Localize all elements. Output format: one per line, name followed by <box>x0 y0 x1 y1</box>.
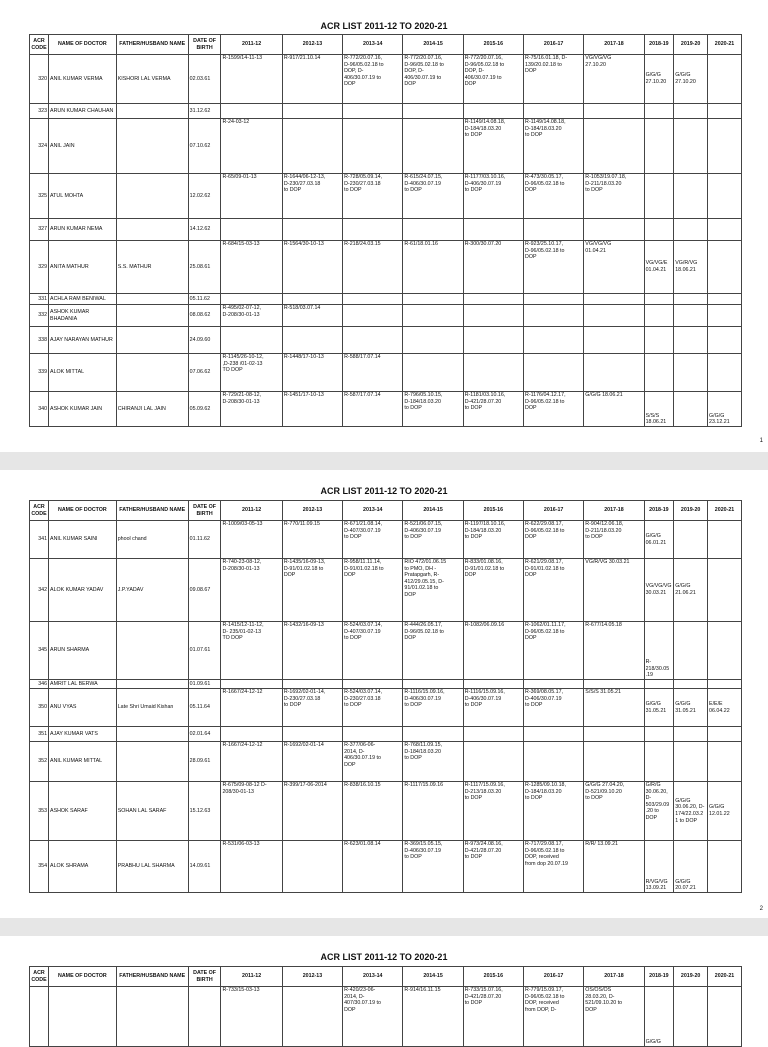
acr-2013-14: R-524/03.07.14, D-230/27.03.18 to DOP <box>344 689 383 709</box>
table-row <box>30 689 742 727</box>
acr-2017-18: G/G/G 27.04.20, D-521/09.10.20 to DOP <box>585 782 625 802</box>
acr-2014-15: R-914/16.11.15 <box>404 987 441 993</box>
acr-code: 351 <box>30 727 49 742</box>
acr-2011-12: R-733/15-03-13 <box>222 987 260 993</box>
acr-2015-16: R-300/30.07.20 <box>464 241 502 247</box>
table-row <box>30 104 742 119</box>
header-2012-13: 2012-13 <box>282 501 342 521</box>
acr-2017-18: R-904/12.06.18, D-211/18.03.20 to DOP <box>585 521 624 541</box>
doctor-name: ALOK MITTAL <box>49 354 117 392</box>
acr-2017-18: R/R/ 13.09.21 <box>585 841 618 847</box>
acr-2011-12: R-729/21-08-12, D-208/30-01-13 <box>222 392 262 405</box>
header-2019-20: 2019-20 <box>674 35 708 55</box>
date-of-birth: 05.09.62 <box>188 392 221 427</box>
acr-2013-14: R-587/17.07.14 <box>344 392 381 398</box>
header-2014-15: 2014-15 <box>403 501 463 521</box>
acr-code: 332 <box>30 305 49 327</box>
acr-2018-19: G/G/G 31.05.21 <box>645 700 667 714</box>
header-2019-20: 2019-20 <box>674 967 708 987</box>
acr-2014-15: R-1117/15.09.16 <box>404 782 444 788</box>
doctor-name: ASHOK KUMAR JAIN <box>49 392 117 427</box>
acr-2013-14: R-958/11.11.14, D-91/01.02.18 to DOP <box>344 559 384 579</box>
acr-2014-15: R-1116/15.09.16, D-406/30.07.19 to DOP <box>404 689 445 709</box>
acr-2012-13: R-1692/02-01-14 <box>283 742 324 748</box>
header-2015-16: 2015-16 <box>463 501 523 521</box>
acr-2011-12: R-531/06-03-13 <box>222 841 260 847</box>
table-row <box>30 782 742 841</box>
header-2013-14: 2013-14 <box>343 501 403 521</box>
acr-2015-16: R-1177/03.10.16, D-406/30.07.19 to DOP <box>464 174 506 194</box>
header-2019-20: 2019-20 <box>674 501 708 521</box>
doctor-name: AJAY NARAYAN MATHUR <box>49 327 117 354</box>
acr-code: 338 <box>30 327 49 354</box>
header-name-of-doctor: NAME OF DOCTOR <box>49 967 117 987</box>
doctor-name: AJAY KUMAR VATS <box>49 727 117 742</box>
doctor-name: ANITA MATHUR <box>49 241 117 294</box>
doctor-name: ARUN KUMAR NEMA <box>49 219 117 241</box>
doctor-name: ANU VYAS <box>49 689 117 727</box>
page-2 <box>0 470 768 916</box>
acr-2017-18: R-1053/19.07.18, D-211/18.03.20 to DOP <box>585 174 627 194</box>
acr-2019-20: G/G/G 20.07.21 <box>675 878 696 892</box>
acr-code: 327 <box>30 219 49 241</box>
acr-2016-17: R-1149/14.08.18, D-184/18.03.20 to DOP <box>525 119 566 139</box>
page-number: 1 <box>759 438 763 444</box>
acr-2011-12: R-684/15-03-13 <box>222 241 260 247</box>
father-husband-name: phool chand <box>116 521 188 559</box>
acr-code: 346 <box>30 680 49 689</box>
acr-2019-20: G/G/G 27.10.20 <box>675 72 696 85</box>
acr-2019-20: G/G/G 21.06.21 <box>675 583 696 596</box>
acr-2014-15: R-615/24.07.15, D-406/30.07.19 to DOP <box>404 174 443 194</box>
doctor-name: ANIL KUMAR MITTAL <box>49 742 117 782</box>
acr-code: 323 <box>30 104 49 119</box>
acr-2011-12: R-1667/24-12-12 <box>222 689 263 695</box>
table-row <box>30 841 742 893</box>
acr-2012-13: R-1644/06-12-13, D-230/27.03.18 to DOP <box>283 174 326 194</box>
acr-code: 341 <box>30 521 49 559</box>
father-husband-name: Late Shri Umaid Kishan <box>116 689 188 727</box>
header-2020-21: 2020-21 <box>708 35 742 55</box>
acr-2018-19: VG/VG/VG 30.03.21 <box>645 583 672 596</box>
father-husband-name <box>116 727 188 742</box>
acr-2013-14: R-524/03.07.14, D-407/30.07.19 to DOP <box>344 622 383 642</box>
header-acr-code: ACR CODE <box>30 501 49 521</box>
acr-2012-13: R-1451/17-10-13 <box>283 392 324 398</box>
acr-2018-19: VG/VG/E 01.04.21 <box>645 260 668 273</box>
table-row <box>30 174 742 219</box>
acr-2017-18: OS/OS/OS 28.03.20, D- 521/09.10.20 to DOP <box>585 987 623 1013</box>
acr-2014-15: RIO 472/01.06.15 to PMO, DH - Pratapgarh, R- 412/29.05.15, D- 91/01.02.18 to DOP <box>404 559 447 598</box>
acr-2017-18: G/G/G 18.06.21 <box>585 392 623 398</box>
acr-code: 331 <box>30 294 49 305</box>
acr-2013-14: R-218/24.03.15 <box>344 241 381 247</box>
acr-2013-14: R-377/06-06- 2014, D- 406/30.07.19 to DOP <box>344 742 381 768</box>
acr-2016-17: R-75/16.01.18, D- 139/20.02.18 to DOP <box>525 55 568 75</box>
header-acr-code: ACR CODE <box>30 967 49 987</box>
father-husband-name <box>116 622 188 680</box>
acr-2017-18: VG/VG/VG 27.10.20 <box>585 55 612 68</box>
date-of-birth: 01.11.62 <box>188 521 221 559</box>
header-2018-19: 2018-19 <box>644 35 674 55</box>
table-row <box>30 119 742 174</box>
header-2011-12: 2011-12 <box>221 35 282 55</box>
acr-2014-15: R-772/20.07.16, D-96/05.02.18 to DOP, D- 406/30.07.19 to DOP <box>404 55 444 88</box>
header-date-of-birth: DATE OF BIRTH <box>188 501 221 521</box>
father-husband-name <box>116 119 188 174</box>
acr-2011-12: R-1009/03-05-13 <box>222 521 263 527</box>
acr-2016-17: R-1176/04.12.17, D-96/05.02.18 to DOP <box>525 392 566 412</box>
acr-2014-15: R-61/18.01.16 <box>404 241 438 247</box>
doctor-name: ANIL KUMAR SAINI <box>49 521 117 559</box>
header-date-of-birth: DATE OF BIRTH <box>188 35 221 55</box>
acr-2020-21: E/E/E 06.04.22 <box>709 700 730 714</box>
acr-code: 324 <box>30 119 49 174</box>
acr-2017-18: VG/VG/VG 01.04.21 <box>585 241 612 254</box>
acr-2013-14: R-671/21.08.14, D-407/30.07.19 to DOP <box>344 521 383 541</box>
doctor-name <box>49 987 117 1047</box>
acr-2012-13: R-399/17-06-2014 <box>283 782 327 788</box>
acr-2012-13: R-1692/02-01-14, D-230/27.03.18 to DOP <box>283 689 326 709</box>
date-of-birth: 12.02.62 <box>188 174 221 219</box>
acr-2017-18: S/S/S 31.05.21 <box>585 689 621 695</box>
acr-2019-20: G/G/G 31.05.21 <box>675 700 696 714</box>
acr-table-2 <box>29 500 742 893</box>
acr-code: 350 <box>30 689 49 727</box>
header-2017-18: 2017-18 <box>584 35 644 55</box>
acr-code: 354 <box>30 841 49 893</box>
table-row <box>30 680 742 689</box>
header-name-of-doctor: NAME OF DOCTOR <box>49 35 117 55</box>
acr-2016-17: R-473/30.05.17, D-96/05.02.18 to DOP <box>525 174 565 194</box>
acr-2020-21: G/G/G 23.12.21 <box>709 412 730 426</box>
table-row <box>30 742 742 782</box>
doctor-name: ATUL MOHTA <box>49 174 117 219</box>
acr-2011-12: R-1599/14-11-13 <box>222 55 263 61</box>
header-2015-16: 2015-16 <box>463 35 523 55</box>
father-husband-name <box>116 987 188 1047</box>
acr-2011-12: R-495/02-07-12, D-208/30-01-13 <box>222 305 262 318</box>
acr-2014-15: R-796/05.10.15, D-184/18.03.20 to DOP <box>404 392 443 412</box>
page-title: ACR LIST 2011-12 TO 2020-21 <box>320 486 448 496</box>
acr-2016-17: R-369/08.05.17, D-406/30.07.19 to DOP <box>525 689 563 709</box>
acr-2016-17: R-1062/01.11.17, D-96/05.02.18 to DOP <box>525 622 566 642</box>
date-of-birth: 14.12.62 <box>188 219 221 241</box>
acr-2014-15: R-369/15.05.15, D-406/30.07.19 to DOP <box>404 841 443 861</box>
date-of-birth <box>188 987 221 1047</box>
date-of-birth: 07.06.62 <box>188 354 221 392</box>
acr-2018-19: G/R/G 30.06.20, D- 503/29.09 .20 to DOP <box>645 782 670 821</box>
table-row <box>30 521 742 559</box>
acr-2015-16: R-833/01.08.16, D-91/01.02.18 to DOP <box>464 559 505 579</box>
acr-2015-16: R-1117/15.09.16, D-213/18.03.20 to DOP <box>464 782 505 802</box>
date-of-birth: 25.08.61 <box>188 241 221 294</box>
header-2011-12: 2011-12 <box>221 967 282 987</box>
doctor-name: ARUN KUMAR CHAUHAN <box>49 104 117 119</box>
date-of-birth: 07.10.62 <box>188 119 221 174</box>
doctor-name: ACHLA RAM BENIWAL <box>49 294 117 305</box>
acr-2013-14: R-838/16.10.15 <box>344 782 381 788</box>
date-of-birth: 05.11.62 <box>188 294 221 305</box>
date-of-birth: 01.07.61 <box>188 622 221 680</box>
header-2016-17: 2016-17 <box>524 501 584 521</box>
acr-2016-17: R-622/29.08.17, D-96/05.02.18 to DOP <box>525 521 565 541</box>
acr-2015-16: R-1082/06.09.16 <box>464 622 505 628</box>
acr-2011-12: R-740-23-08-12, D-208/30-01-13 <box>222 559 262 572</box>
table-row <box>30 55 742 104</box>
acr-2018-19: G/G/G 06.01.21 <box>645 532 667 546</box>
table-row <box>30 219 742 241</box>
acr-code: 325 <box>30 174 49 219</box>
acr-2019-20: VG/R/VG 18.06.21 <box>675 260 698 273</box>
acr-2011-12: R-1415/12-11-12, D- 235/01-02-13 TO DOP <box>222 622 264 642</box>
acr-2012-13: R-917/21.10.14 <box>283 55 321 61</box>
table-row <box>30 392 742 427</box>
header-2011-12: 2011-12 <box>221 501 282 521</box>
header-2013-14: 2013-14 <box>343 35 403 55</box>
acr-table-3 <box>29 966 742 1047</box>
date-of-birth: 15.12.63 <box>188 782 221 841</box>
acr-2011-12: R-675/09-08-12 D- 208/30-01-13 <box>222 782 267 795</box>
father-husband-name <box>116 354 188 392</box>
header-father-husband-name: FATHER/HUSBAND NAME <box>116 967 188 987</box>
doctor-name: ARUN SHARMA <box>49 622 117 680</box>
acr-2013-14: R-623/01.08.14 <box>344 841 381 847</box>
acr-2012-13: R-1435/16-09-13, D-91/01.02.18 to DOP <box>283 559 326 579</box>
acr-2012-13: R-1564/30-10-13 <box>283 241 324 247</box>
page-separator <box>0 452 768 470</box>
header-2012-13: 2012-13 <box>282 35 342 55</box>
acr-2015-16: R-1116/15.09.16, D-406/30.07.19 to DOP <box>464 689 505 709</box>
acr-2020-21: G/G/G 12.01.22 <box>709 804 730 817</box>
table-row <box>30 241 742 294</box>
acr-2013-14: R-772/20.07.16, D-96/05.02.18 to DOP, D- 406/30.07.19 to DOP <box>344 55 384 88</box>
acr-code: 352 <box>30 742 49 782</box>
doctor-name: ASHOK SARAF <box>49 782 117 841</box>
father-husband-name <box>116 219 188 241</box>
acr-2016-17: R-923/25.10.17, D-96/05.02.18 to DOP <box>525 241 565 261</box>
acr-2018-19: S/S/S 18.06.21 <box>645 412 667 426</box>
father-husband-name <box>116 174 188 219</box>
acr-2018-19: G/G/G <box>645 1039 661 1046</box>
doctor-name: ASHOK KUMAR BHADANIA <box>50 308 90 322</box>
header-2014-15: 2014-15 <box>403 35 463 55</box>
header-2020-21: 2020-21 <box>708 501 742 521</box>
father-husband-name <box>116 742 188 782</box>
acr-2017-18: VG/R/VG 30.03.21 <box>585 559 630 565</box>
doctor-name: ANIL JAIN <box>49 119 117 174</box>
acr-code: 329 <box>30 241 49 294</box>
acr-2016-17: R-1285/09.10.18, D-184/18.03.20 to DOP <box>525 782 566 802</box>
acr-2011-12: R-1145/26-10-12, ,D-238 /01-02-13 TO DOP <box>222 354 264 374</box>
acr-2016-17: R-717/29.08.17, D-96/05.02.18 to DOP, received from dop 20.07.19 <box>525 841 568 867</box>
date-of-birth: 09.08.67 <box>188 559 221 622</box>
table-row <box>30 559 742 622</box>
acr-table-1 <box>29 34 742 427</box>
acr-2011-12: R-1667/24-12-12 <box>222 742 263 748</box>
doctor-name: ALOK KUMAR YADAV <box>49 559 117 622</box>
acr-2012-13: R-770/11.09.15 <box>283 521 320 527</box>
date-of-birth: 02.01.64 <box>188 727 221 742</box>
acr-2018-19: G/G/G 27.10.20 <box>645 72 667 85</box>
acr-code <box>30 987 49 1047</box>
acr-2014-15: R-444/26.05.17, D-96/05.02.18 to DOP <box>404 622 444 642</box>
acr-2016-17: R-621/29.08.17, D-91/01.02.18 to DOP <box>525 559 565 579</box>
date-of-birth: 14.09.61 <box>188 841 221 893</box>
acr-2013-14: R-728/05.09.14, D-230/27.03.18 to DOP <box>344 174 383 194</box>
page-separator <box>0 918 768 936</box>
acr-2018-19: R- 218/30.05 .19 <box>645 659 670 679</box>
acr-2019-20: G/G/G 30.06.20, D- 174/22.03.2 1 to DOP <box>675 797 705 824</box>
header-2016-17: 2016-17 <box>524 35 584 55</box>
header-2014-15: 2014-15 <box>403 967 463 987</box>
date-of-birth: 28.09.61 <box>188 742 221 782</box>
page-title: ACR LIST 2011-12 TO 2020-21 <box>320 952 448 962</box>
father-husband-name <box>116 305 188 327</box>
doctor-name: AMRIT LAL BERWA <box>49 680 117 689</box>
father-husband-name: KISHORI LAL VERMA <box>116 55 188 104</box>
father-husband-name <box>116 327 188 354</box>
father-husband-name <box>116 104 188 119</box>
acr-2011-12: R-65/09-01-13 <box>222 174 257 180</box>
acr-2015-16: R-973/24.08.16, D-421/28.07.20 to DOP <box>464 841 503 861</box>
acr-2014-15: R-521/06.07.15, D-406/30.07.19 to DOP <box>404 521 443 541</box>
father-husband-name: SOHAN LAL SARAF <box>116 782 188 841</box>
date-of-birth: 05.11.64 <box>188 689 221 727</box>
page-3 <box>0 936 768 1046</box>
acr-2012-13: R-1432/16-09-13 <box>283 622 324 628</box>
acr-2015-16: R-733/15.07.16, D-421/28.07.20 to DOP <box>464 987 503 1007</box>
acr-code: 345 <box>30 622 49 680</box>
acr-2016-17: R-779/15.09.17, D-96/05.02.18 to DOP, received from DOP, D- <box>525 987 565 1013</box>
father-husband-name: PRABHU LAL SHARMA <box>116 841 188 893</box>
acr-code: 342 <box>30 559 49 622</box>
page-title: ACR LIST 2011-12 TO 2020-21 <box>320 21 448 31</box>
father-husband-name <box>116 294 188 305</box>
doctor-name: ANIL KUMAR VERMA <box>49 55 117 104</box>
acr-2012-13: R-518/03.07.14 <box>283 305 321 311</box>
header-2013-14: 2013-14 <box>343 967 403 987</box>
table-row <box>30 727 742 742</box>
header-2020-21: 2020-21 <box>708 967 742 987</box>
acr-2013-14: R-588/17.07.14 <box>344 354 381 360</box>
date-of-birth: 31.12.62 <box>188 104 221 119</box>
acr-2013-14: R-420/23-06- 2014, D- 407/30.07.19 to DOP <box>344 987 381 1013</box>
date-of-birth: 08.08.62 <box>188 305 221 327</box>
header-father-husband-name: FATHER/HUSBAND NAME <box>116 501 188 521</box>
father-husband-name: CHIRANJI LAL JAIN <box>116 392 188 427</box>
page-1 <box>0 0 768 448</box>
acr-2015-16: R-772/20.07.16, D-96/05.02.18 to DOP, D- 406/30.07.19 to DOP <box>464 55 505 88</box>
header-2015-16: 2015-16 <box>463 967 523 987</box>
header-name-of-doctor: NAME OF DOCTOR <box>49 501 117 521</box>
table-row <box>30 622 742 680</box>
acr-2015-16: R-1197/18.10.16, D-184/18.03.20 to DOP <box>464 521 506 541</box>
table-row <box>30 354 742 392</box>
header-acr-code: ACR CODE <box>30 35 49 55</box>
acr-code: 339 <box>30 354 49 392</box>
header-2018-19: 2018-19 <box>644 967 674 987</box>
table-row <box>30 294 742 305</box>
header-2016-17: 2016-17 <box>524 967 584 987</box>
acr-2014-15: R-768/11.09.15, D-184/18.03.20 to DOP <box>404 742 443 762</box>
acr-code: 353 <box>30 782 49 841</box>
table-row <box>30 987 742 1047</box>
acr-2012-13: R-1448/17-10-13 <box>283 354 324 360</box>
header-2017-18: 2017-18 <box>584 501 644 521</box>
header-date-of-birth: DATE OF BIRTH <box>188 967 221 987</box>
date-of-birth: 01.09.61 <box>188 680 221 689</box>
page-number: 2 <box>759 906 763 912</box>
acr-2018-19: R/VG/VG 13.09.21 <box>645 878 668 892</box>
date-of-birth: 02.03.61 <box>188 55 221 104</box>
doctor-name: ALOK SHRAMA <box>49 841 117 893</box>
acr-code: 340 <box>30 392 49 427</box>
acr-2015-16: R-1149/14.08.18, D-184/18.03.20 to DOP <box>464 119 506 139</box>
acr-2017-18: R-677/14.05.18 <box>585 622 622 628</box>
father-husband-name <box>116 680 188 689</box>
table-row <box>30 327 742 354</box>
header-2012-13: 2012-13 <box>282 967 342 987</box>
header-2018-19: 2018-19 <box>644 501 674 521</box>
header-father-husband-name: FATHER/HUSBAND NAME <box>116 35 188 55</box>
header-2017-18: 2017-18 <box>584 967 644 987</box>
date-of-birth: 24.09.60 <box>188 327 221 354</box>
acr-2015-16: R-1181/03.10.16, D-421/28.07.20 to DOP <box>464 392 506 412</box>
father-husband-name: J.P.YADAV <box>116 559 188 622</box>
acr-code: 320 <box>30 55 49 104</box>
table-row <box>30 305 742 327</box>
acr-2011-12: R-24-03-12 <box>222 119 250 125</box>
father-husband-name: S.S. MATHUR <box>116 241 188 294</box>
